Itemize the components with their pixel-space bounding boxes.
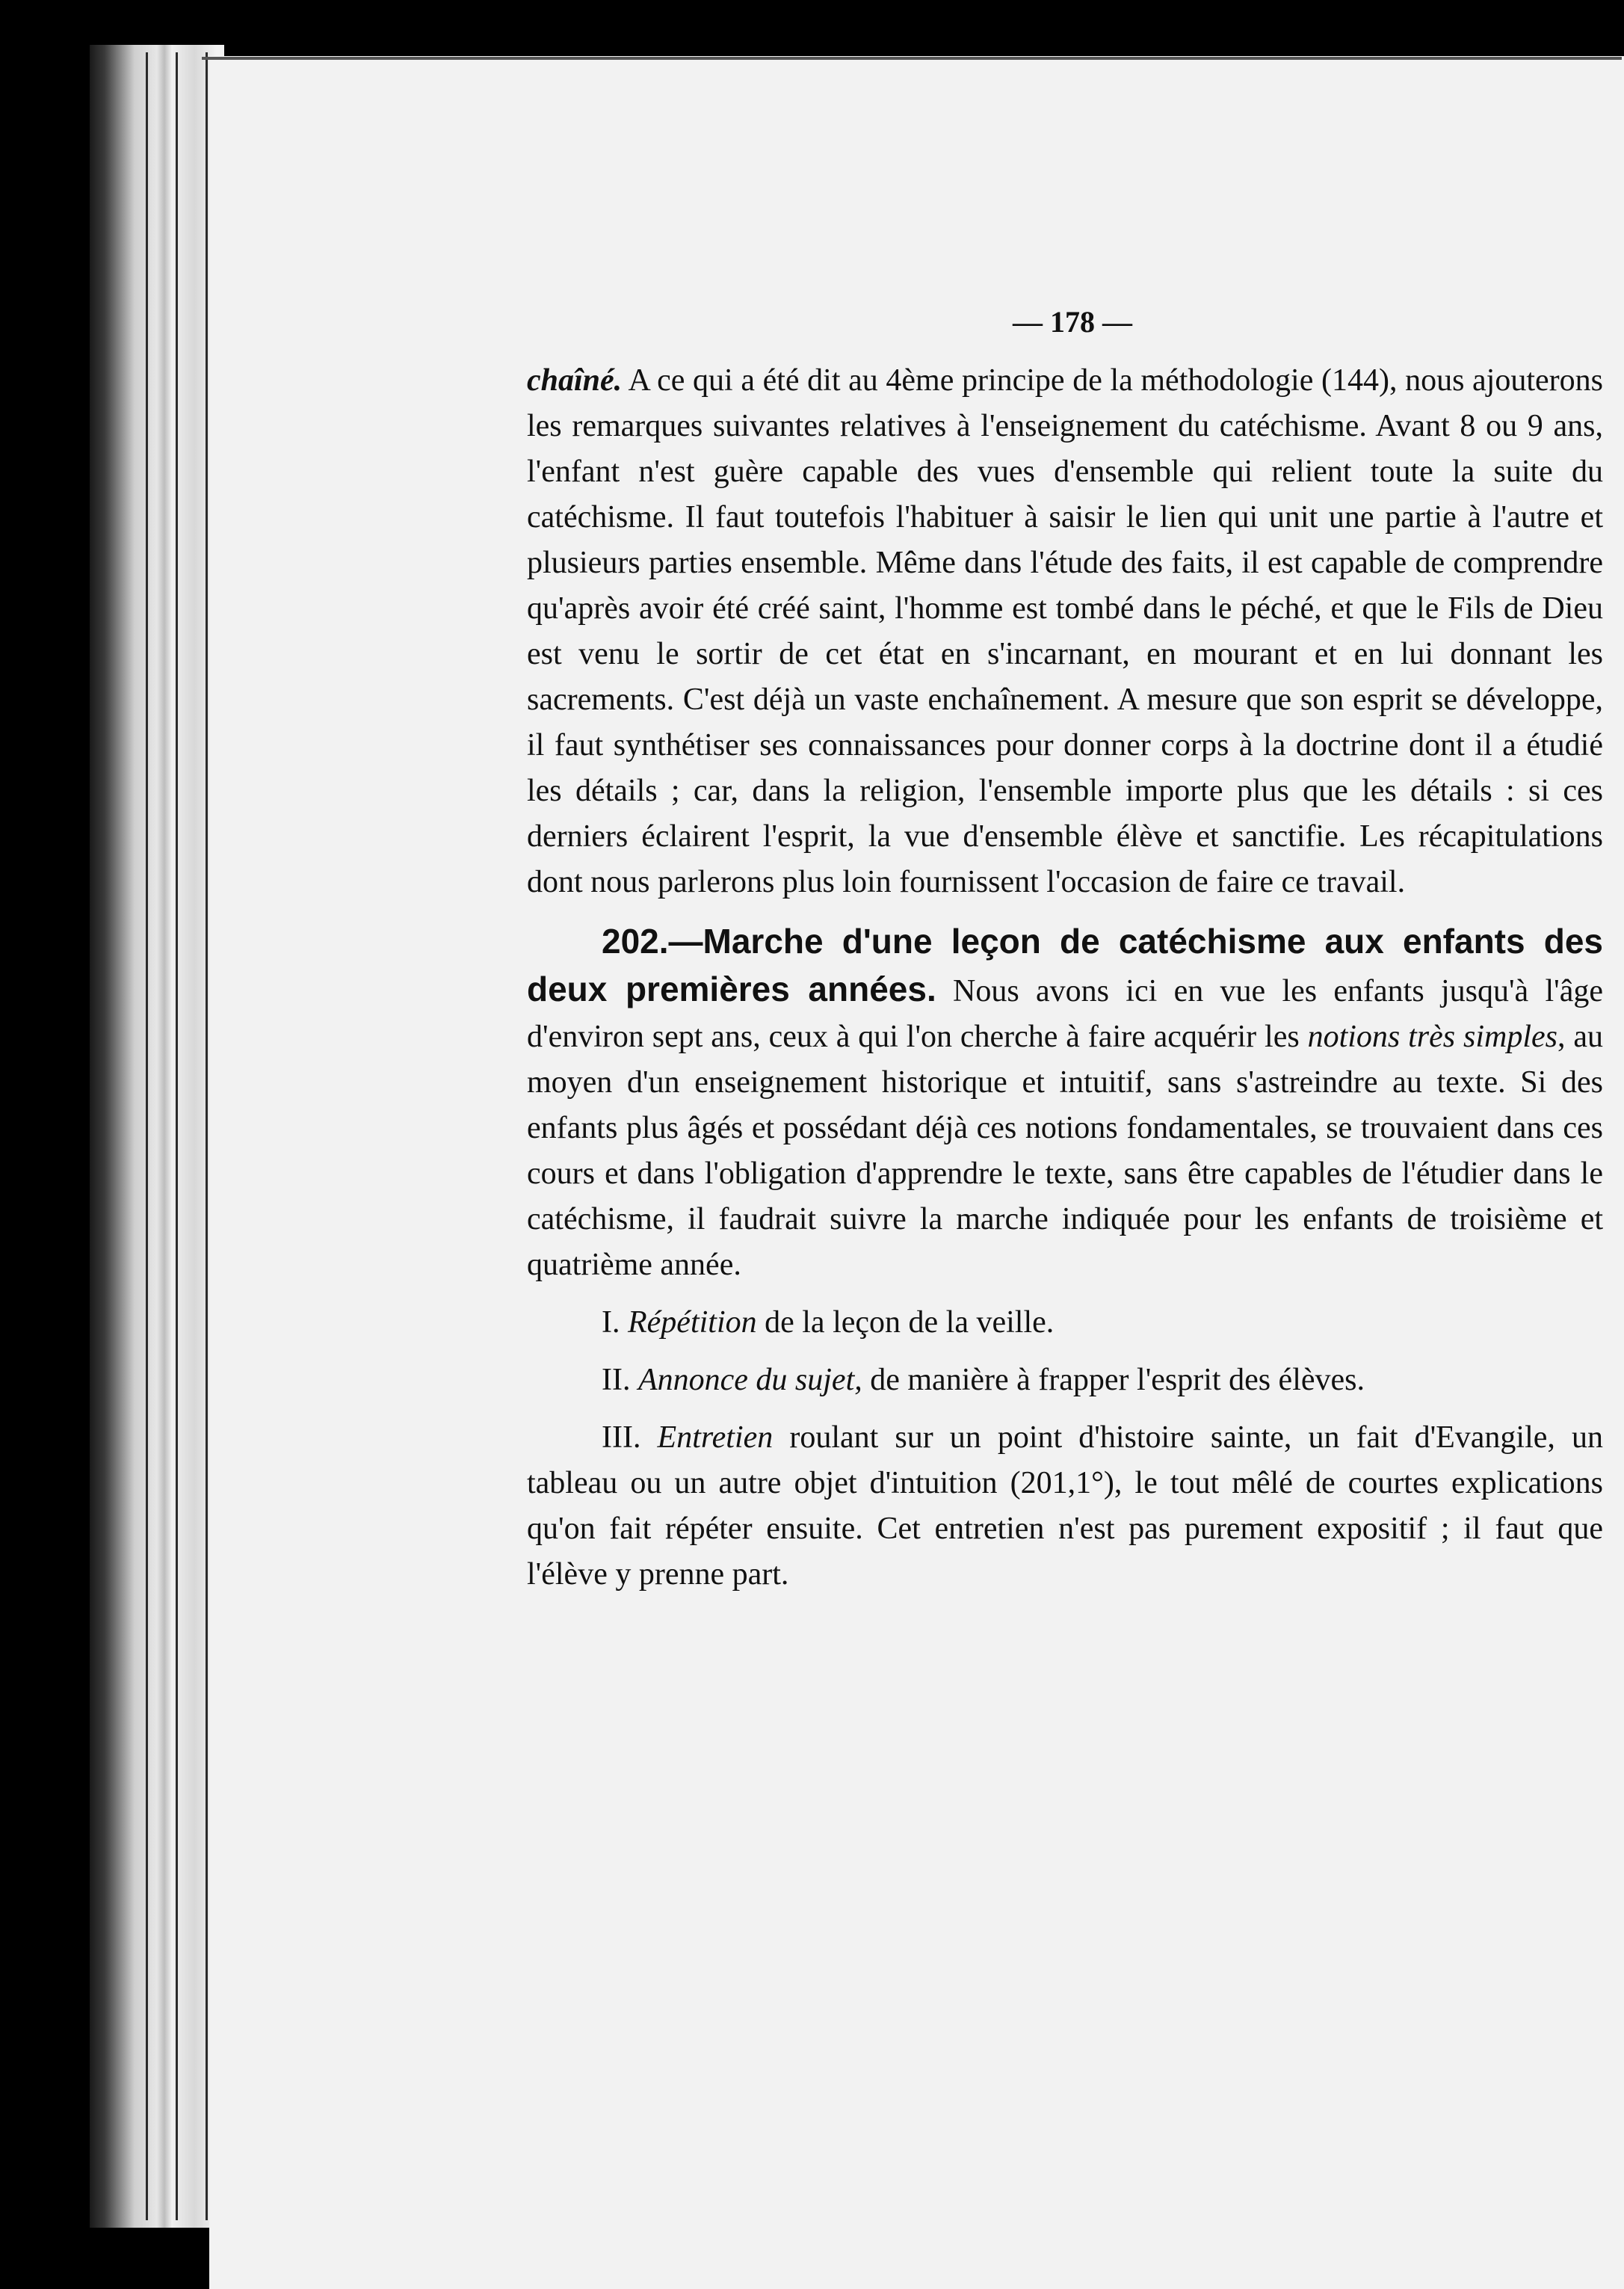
section-text-after: , au moyen d'un enseignement historique et intuitif, sans s'astreindre au texte. Si des enfants plus âgés et possédant déjà ces notions fondamentales, se trouvaient dans ces cours et dans l'obligation d'apprendre le texte, sans être capables de l'étudier dans le catéchisme, il faudrait suivre la marche indiquée pour les enfants de troisième et quatrième année. [527, 1020, 1603, 1282]
page-number: — 178 — [1013, 305, 1132, 339]
section-heading: 202.—Marche d'une leçon de catéchisme aux enfants des deux premières années. [527, 922, 1603, 1008]
item-numeral: III. [602, 1420, 658, 1455]
item-text: roulant sur un point d'histoire sainte, un fait d'Evangile, un tableau ou un autre objet d'intuition (201,1°), le tout mêlé de courtes explications qu'on fait répéter ensuite. Cet entretien n'est pas purement expositif ; il faut que l'élève y prenne part. [527, 1420, 1603, 1592]
paragraph-text: A ce qui a été dit au 4ème principe de la méthodologie (144), nous ajouterons les remarques suivantes relatives à l'enseignement du catéchisme. Avant 8 ou 9 ans, l'enfant n'est guère capable des vues d'ensemble qui relient toute la suite du catéchisme. Il faut toutefois l'habituer à saisir le lien qui unit une partie à l'autre et plusieurs parties ensemble. Même dans l'étude des faits, il est capable de comprendre qu'après avoir été créé saint, l'homme est tombé dans le péché, et que le Fils de Dieu est venu le sortir de cet état en s'incarnant, en mourant et en lui donnant les sacrements. C'est déjà un vaste enchaînement. A mesure que son esprit se développe, il faut synthétiser ses connaissances pour donner corps à la doctrine dont il a étudié les détails ; car, dans la religion, l'ensemble importe plus que les détails : si ces derniers éclairent l'esprit, la vue d'ensemble élève et sanctifie. Les récapitulations dont nous parlerons plus loin fournissent l'occasion de faire ce travail. [527, 363, 1603, 899]
lead-word: chaîné. [527, 363, 623, 398]
item-text: de manière à frapper l'esprit des élèves. [862, 1363, 1365, 1397]
item-text: de la leçon de la veille. [756, 1305, 1055, 1340]
item-term: Entretien [657, 1420, 774, 1455]
list-item [527, 1415, 1603, 1598]
page-top-edge [202, 57, 1622, 60]
list-item [527, 1300, 1603, 1346]
item-numeral: I. [602, 1305, 628, 1340]
page-content [527, 299, 1603, 1598]
item-term: Annonce du sujet, [637, 1363, 862, 1397]
page-edge-line [206, 52, 208, 2220]
page-edge-line [146, 52, 148, 2220]
list-item [527, 1358, 1603, 1403]
paragraph-intro [527, 358, 1603, 905]
page-edge-line [176, 52, 178, 2220]
item-numeral: II. [602, 1363, 638, 1397]
section-emphasis: notions très simples [1307, 1020, 1557, 1054]
book-page-edges [90, 45, 224, 2228]
section-text-before: Nous avons ici en vue les enfants jusqu'à l'âge d'environ sept ans, ceux à qui l'on cherche à faire acquérir les [527, 974, 1604, 1054]
section-202 [527, 919, 1603, 1288]
item-term: Répétition [628, 1305, 757, 1340]
